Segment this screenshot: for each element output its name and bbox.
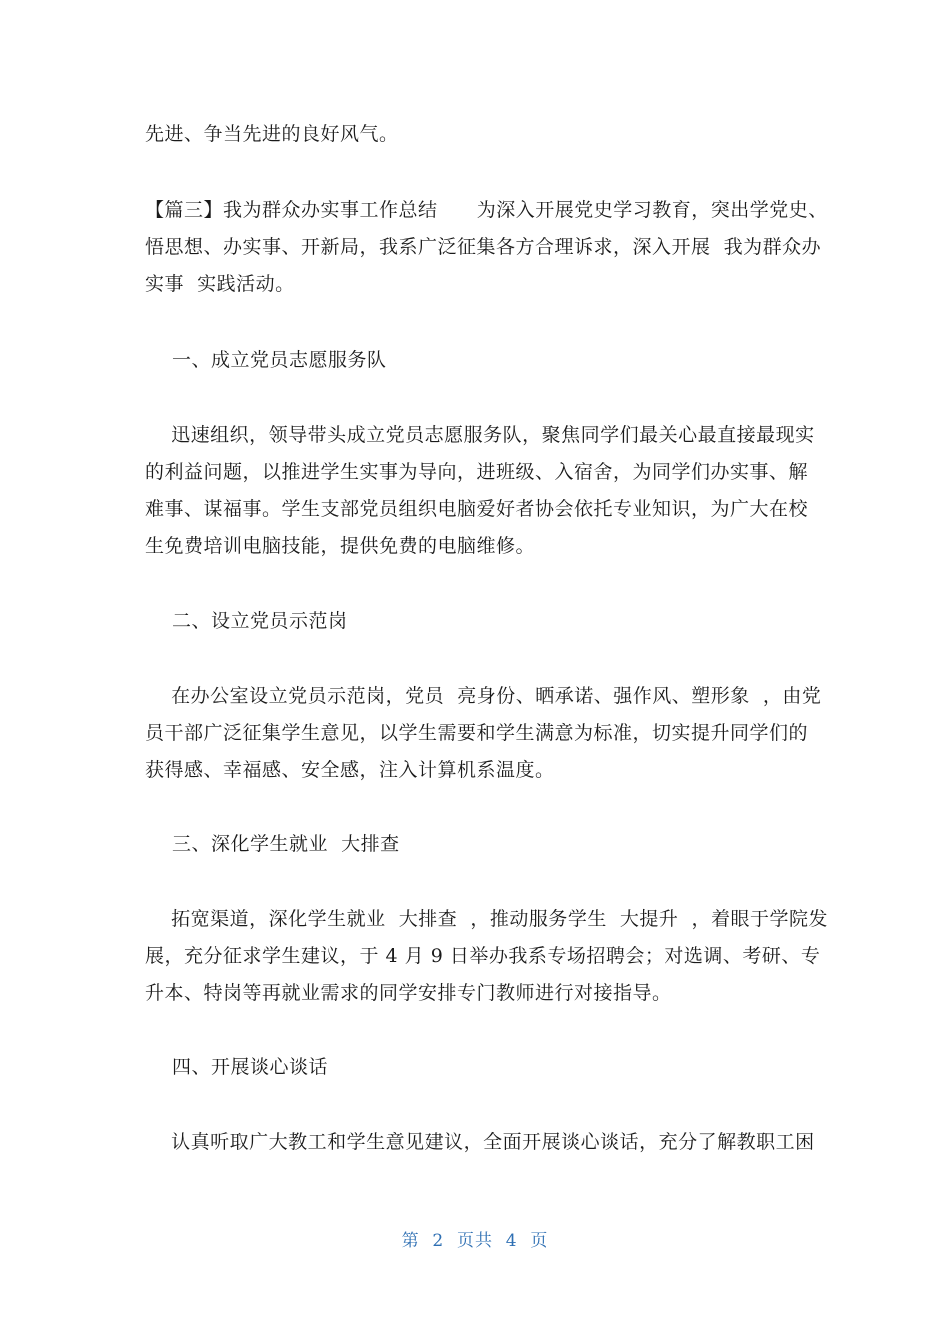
section-heading: 二、设立党员示范岗: [172, 610, 348, 632]
paragraph-line: 认真听取广大教工和学生意见建议，全面开展谈心谈话，充分了解教职工困: [145, 1131, 815, 1153]
paragraph-line: 的利益问题，以推进学生实事为导向，进班级、入宿舍，为同学们办实事、解: [145, 461, 809, 483]
paragraph-line: 获得感、幸福感、安全感，注入计算机系温度。: [145, 759, 555, 781]
paragraph-line: 生免费培训电脑技能，提供免费的电脑维修。: [145, 535, 536, 557]
page-number-footer: 第 2 页共 4 页: [401, 1231, 549, 1251]
section-heading: 四、开展谈心谈话: [172, 1056, 329, 1078]
section-heading: 一、成立党员志愿服务队: [172, 349, 387, 371]
text-line: 先进、争当先进的良好风气。: [145, 123, 399, 145]
paragraph-line: 难事、谋福事。学生支部党员组织电脑爱好者协会依托专业知识，为广大在校: [145, 498, 809, 520]
paragraph-line: 迅速组织，领导带头成立党员志愿服务队，聚焦同学们最关心最直接最现实: [145, 424, 815, 446]
paragraph-line: 升本、特岗等再就业需求的同学安排专门教师进行对接指导。: [145, 982, 672, 1004]
paragraph-line: 展，充分征求学生建议，于 4 月 9 日举办我系专场招聘会；对选调、考研、专: [145, 945, 821, 967]
text-line: 实事 实践活动。: [145, 273, 295, 295]
text-line: 悟思想、办实事、开新局，我系广泛征集各方合理诉求，深入开展 我为群众办: [145, 236, 822, 258]
section-heading: 三、深化学生就业 大排查: [172, 833, 400, 855]
paragraph-line: 在办公室设立党员示范岗，党员 亮身份、晒承诺、强作风、塑形象 ，由党: [145, 685, 822, 707]
paragraph-line: 拓宽渠道，深化学生就业 大排查 ，推动服务学生 大提升 ，着眼于学院发: [145, 908, 828, 930]
paragraph-line: 员干部广泛征集学生意见，以学生需要和学生满意为标准，切实提升同学们的: [145, 722, 809, 744]
text-line: 【篇三】我为群众办实事工作总结 为深入开展党史学习教育，突出学党史、: [145, 199, 828, 221]
